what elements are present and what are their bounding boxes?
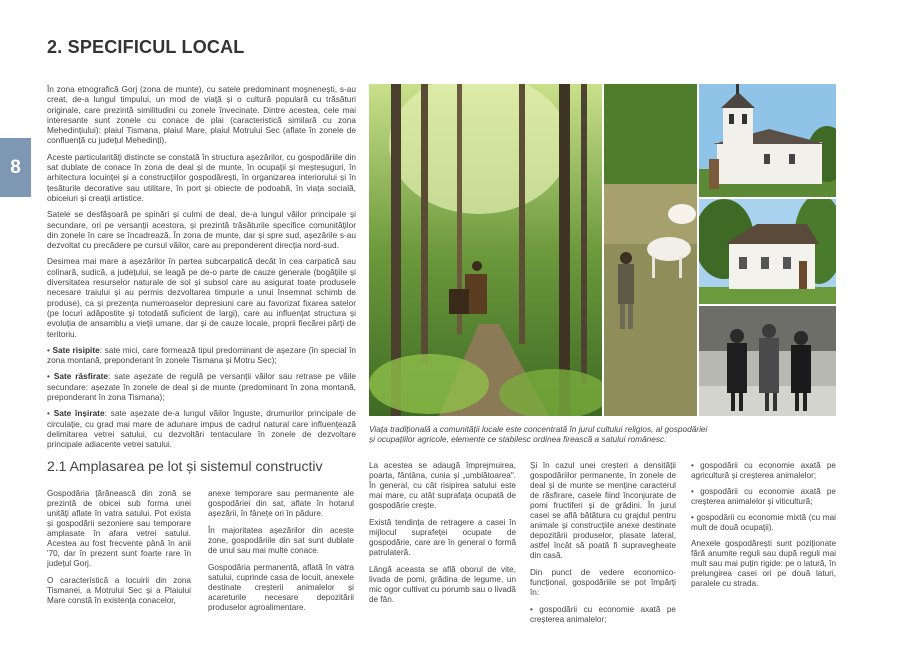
list-item: • Sate răsfirate: sate așezate de regulă pe versanții văilor sau retrase pe văile secundare: așezate în zonele de deal și de munte (predominant în zona montană, preponderant în zona Tismana);	[47, 371, 357, 403]
photo-collage	[369, 84, 836, 416]
paragraph: Din punct de vedere economico-funcțional, gospodăriile se pot împărți în:	[530, 568, 676, 597]
economy-list	[691, 461, 836, 533]
list-item: • Sate risipite: sate mici, care formează tipul predominant de așezare (în special în zona montană, preponderant în zonele Tismana și Motru Sec);	[47, 344, 356, 366]
text-column-2	[208, 489, 354, 620]
intro-paragraph: Desimea mai mare a așezărilor în partea subcarpatică decât în cea carpatică sau colinară, sudică, a județului, se leagă pe de-o parte de cauze generale (bogățiile și diversitatea resurselor naturale de sol și subsol care au asigurat toate produsele necesare traiului și au permis dezvoltarea timpurie a unui însemnat schimb de produse), ca și prezența numeroaselor depresiuni care au favorizat fixarea satelor (pe locuri adăpostite și totodată suficient de largi), care au influențat structura și evoluția de ansamblu a vieții umane, dar și de cauze locale, proprii fiecărei părți de teritoriu.	[47, 256, 356, 339]
bullet-term: Sate înșirate	[53, 408, 105, 419]
intro-paragraph: Satele se desfășoară pe spinări și culmi de deal, de-a lungul văilor principale și secundare, ori pe versanții acestora, și prezintă trăsăturile specifice comunităților din zonele în care se încadrează. În zona de munte, dar și spre sud, așezările s-au dezvoltat cu precădere pe cursul văilor, care au preponderent direcția nord-sud.	[47, 209, 356, 251]
bullet-text: : sate așezate de-a lungul văilor înguste, drumurilor principale de circulație, cu grad mai mare de adunare impus de cadrul natural care influențează delimitarea vetrei satului, cu dezvoltări tentaculare în zonele de dezvoltare principale adiacente vetrei satului.	[47, 408, 356, 450]
church-image	[699, 84, 836, 197]
text-column-5	[691, 461, 836, 596]
list-item: • gospodării cu economie axată pe creșterea animalelor și viticultură;	[691, 487, 836, 506]
intro-paragraph: Aceste particularități distincte se constată în structura așezărilor, cu gospodăriile din sat dublate de conace în zona de deal și de munte, în ocupații și meșteșuguri, în arhitectura locuinței și a construcțiilor gospodărești, în organizarea interiorului și în țesăturile decorative sau utilitare, în port și obiecte de podoabă, în viața socială, obiceiuri și creații artistice.	[47, 151, 356, 203]
text-column-3	[369, 461, 516, 612]
pasture-photo	[604, 84, 697, 416]
paragraph: Anexele gospodărești sunt poziționate fără anumite reguli sau după reguli mai mult sau mai puțin rigide: pe o latură, în prelungirea casei ori pe două laturi, paralele cu strada.	[691, 539, 836, 588]
paragraph: anexe temporare sau permanente ale gospodăriei din sat, aflate în hotarul așezării, în fânețe ori în pădure.	[208, 489, 354, 518]
intro-text	[47, 84, 356, 456]
page-title: 2. SPECIFICUL LOCAL	[47, 37, 245, 57]
intro-paragraph: În zona etnografică Gorj (zona de munte), cu satele predominant moșnenești, s-au creat, de-a lungul timpului, un mod de viață și o cultură populară cu trăsături originale, care prezintă similitudini cu zonele învecinate. Dintre acestea, cele mai interesante sunt zonele cu conace de plai (caracteristică similară cu zona Mehedințiului): plaiul Tismana, plaiul Mare, plaiul Motrului Sec (aflate în zonele de confluență cu județul Mehedinți).	[47, 84, 356, 146]
traditional-house-photo	[699, 199, 836, 304]
church-photo	[699, 84, 836, 197]
paragraph: Gospodăria permanentă, aflată în vatra satului, cuprinde casa de locuit, anexele destinate creșterii animalelor și acareturile necesare depozitării produselor agroalimentare.	[208, 563, 354, 612]
bullet-term: Sate risipite	[52, 344, 100, 355]
section-subtitle: 2.1 Amplasarea pe lot și sistemul constructiv	[47, 458, 323, 474]
villagers-image	[699, 306, 836, 416]
paragraph: Și în cazul unei creșteri a densității gospodăriilor permanente, în zonele de deal și de munte se menține caracterul de răsfirare, casele fiind înconjurate de pomi fructiferi și de grădini. În jurul casei se află bătătura cu grajdul pentru animale și construcțiile anexe destinate depozitării produselor, plasate lateral, astfel încât să poată fi supravegheate din casă.	[530, 461, 676, 560]
paragraph: La acestea se adaugă împrejmuirea, poarta, fântâna, cunia și „umblătoarea". În general, cu cât risipirea satului este mai mare, cu atât suprafața ocupată de gospodărie crește.	[369, 461, 516, 510]
list-item: • gospodării cu economie mixtă (cu mai mult de două ocupații).	[691, 513, 836, 532]
paragraph: Lângă aceasta se află oborul de vite, livada de pomi, grădina de legume, un mic ogor cultivat cu porumb sau o livadă de fân.	[369, 565, 516, 604]
list-item: • gospodării cu economie axată pe creșterea animalelor;	[530, 605, 676, 624]
forest-cart-image	[369, 84, 602, 416]
paragraph: O caracteristică a locuirii din zona Tismanei, a Motrului Sec și a Plaiului Mare constă în existența conacelor,	[47, 576, 191, 605]
settlement-types-list	[47, 345, 356, 450]
bullet-text: : sate așezate de regulă pe versanții văilor sau retrase pe văile secundare: așezate în zonele de deal și de munte (predominant în zona montană, preponderant în zona Tismana);	[47, 371, 357, 403]
photo-caption: Viața tradițională a comunității locale este concentrată în jurul cultului religios, al gospodăriei și ocupațiilor agricole, elemente ce stabilesc ordinea firească a satului românesc.	[369, 424, 708, 444]
forest-cart-photo	[369, 84, 602, 416]
text-column-4	[530, 461, 676, 631]
list-item: • Sate înșirate: sate așezate de-a lungul văilor înguste, drumurilor principale de circulație, cu grad mai mare de adunare impus de cadrul natural care influențează delimitarea vetrei satului, cu dezvoltări tentaculare în zonele de dezvoltare principale adiacente vetrei satului.	[47, 408, 356, 450]
house-image	[699, 199, 836, 304]
bullet-text: : sate mici, care formează tipul predominant de așezare (în special în zona montană, preponderant în zonele Tismana și Motru Sec);	[47, 344, 356, 366]
villagers-photo	[699, 306, 836, 416]
paragraph: Există tendința de retragere a casei în mijlocul suprafeței ocupate de gospodărie, care are în general o formă patrulateră.	[369, 518, 516, 557]
page-number-tab: 8	[0, 138, 31, 197]
paragraph: În majoritatea așezărilor din aceste zone, gospodăriile din sat sunt dublate de unul sau mai multe conace.	[208, 526, 354, 555]
economy-list	[530, 605, 676, 625]
text-column-1	[47, 489, 191, 613]
bullet-term: Sate răsfirate	[53, 371, 109, 382]
pasture-image	[604, 84, 697, 416]
list-item: • gospodării cu economie axată pe agricultură și creșterea animalelor;	[691, 461, 836, 480]
paragraph: Gospodăria țărănească din zonă se prezintă de obicei sub forma unei unități aflate în vatra satului. Pot exista și gospodării sezoniere sau temporare amplasate în afara vetrei satului. Acestea au fost frecvente până în anii '70, dar în prezent sunt foarte rare în județul Gorj.	[47, 489, 191, 568]
